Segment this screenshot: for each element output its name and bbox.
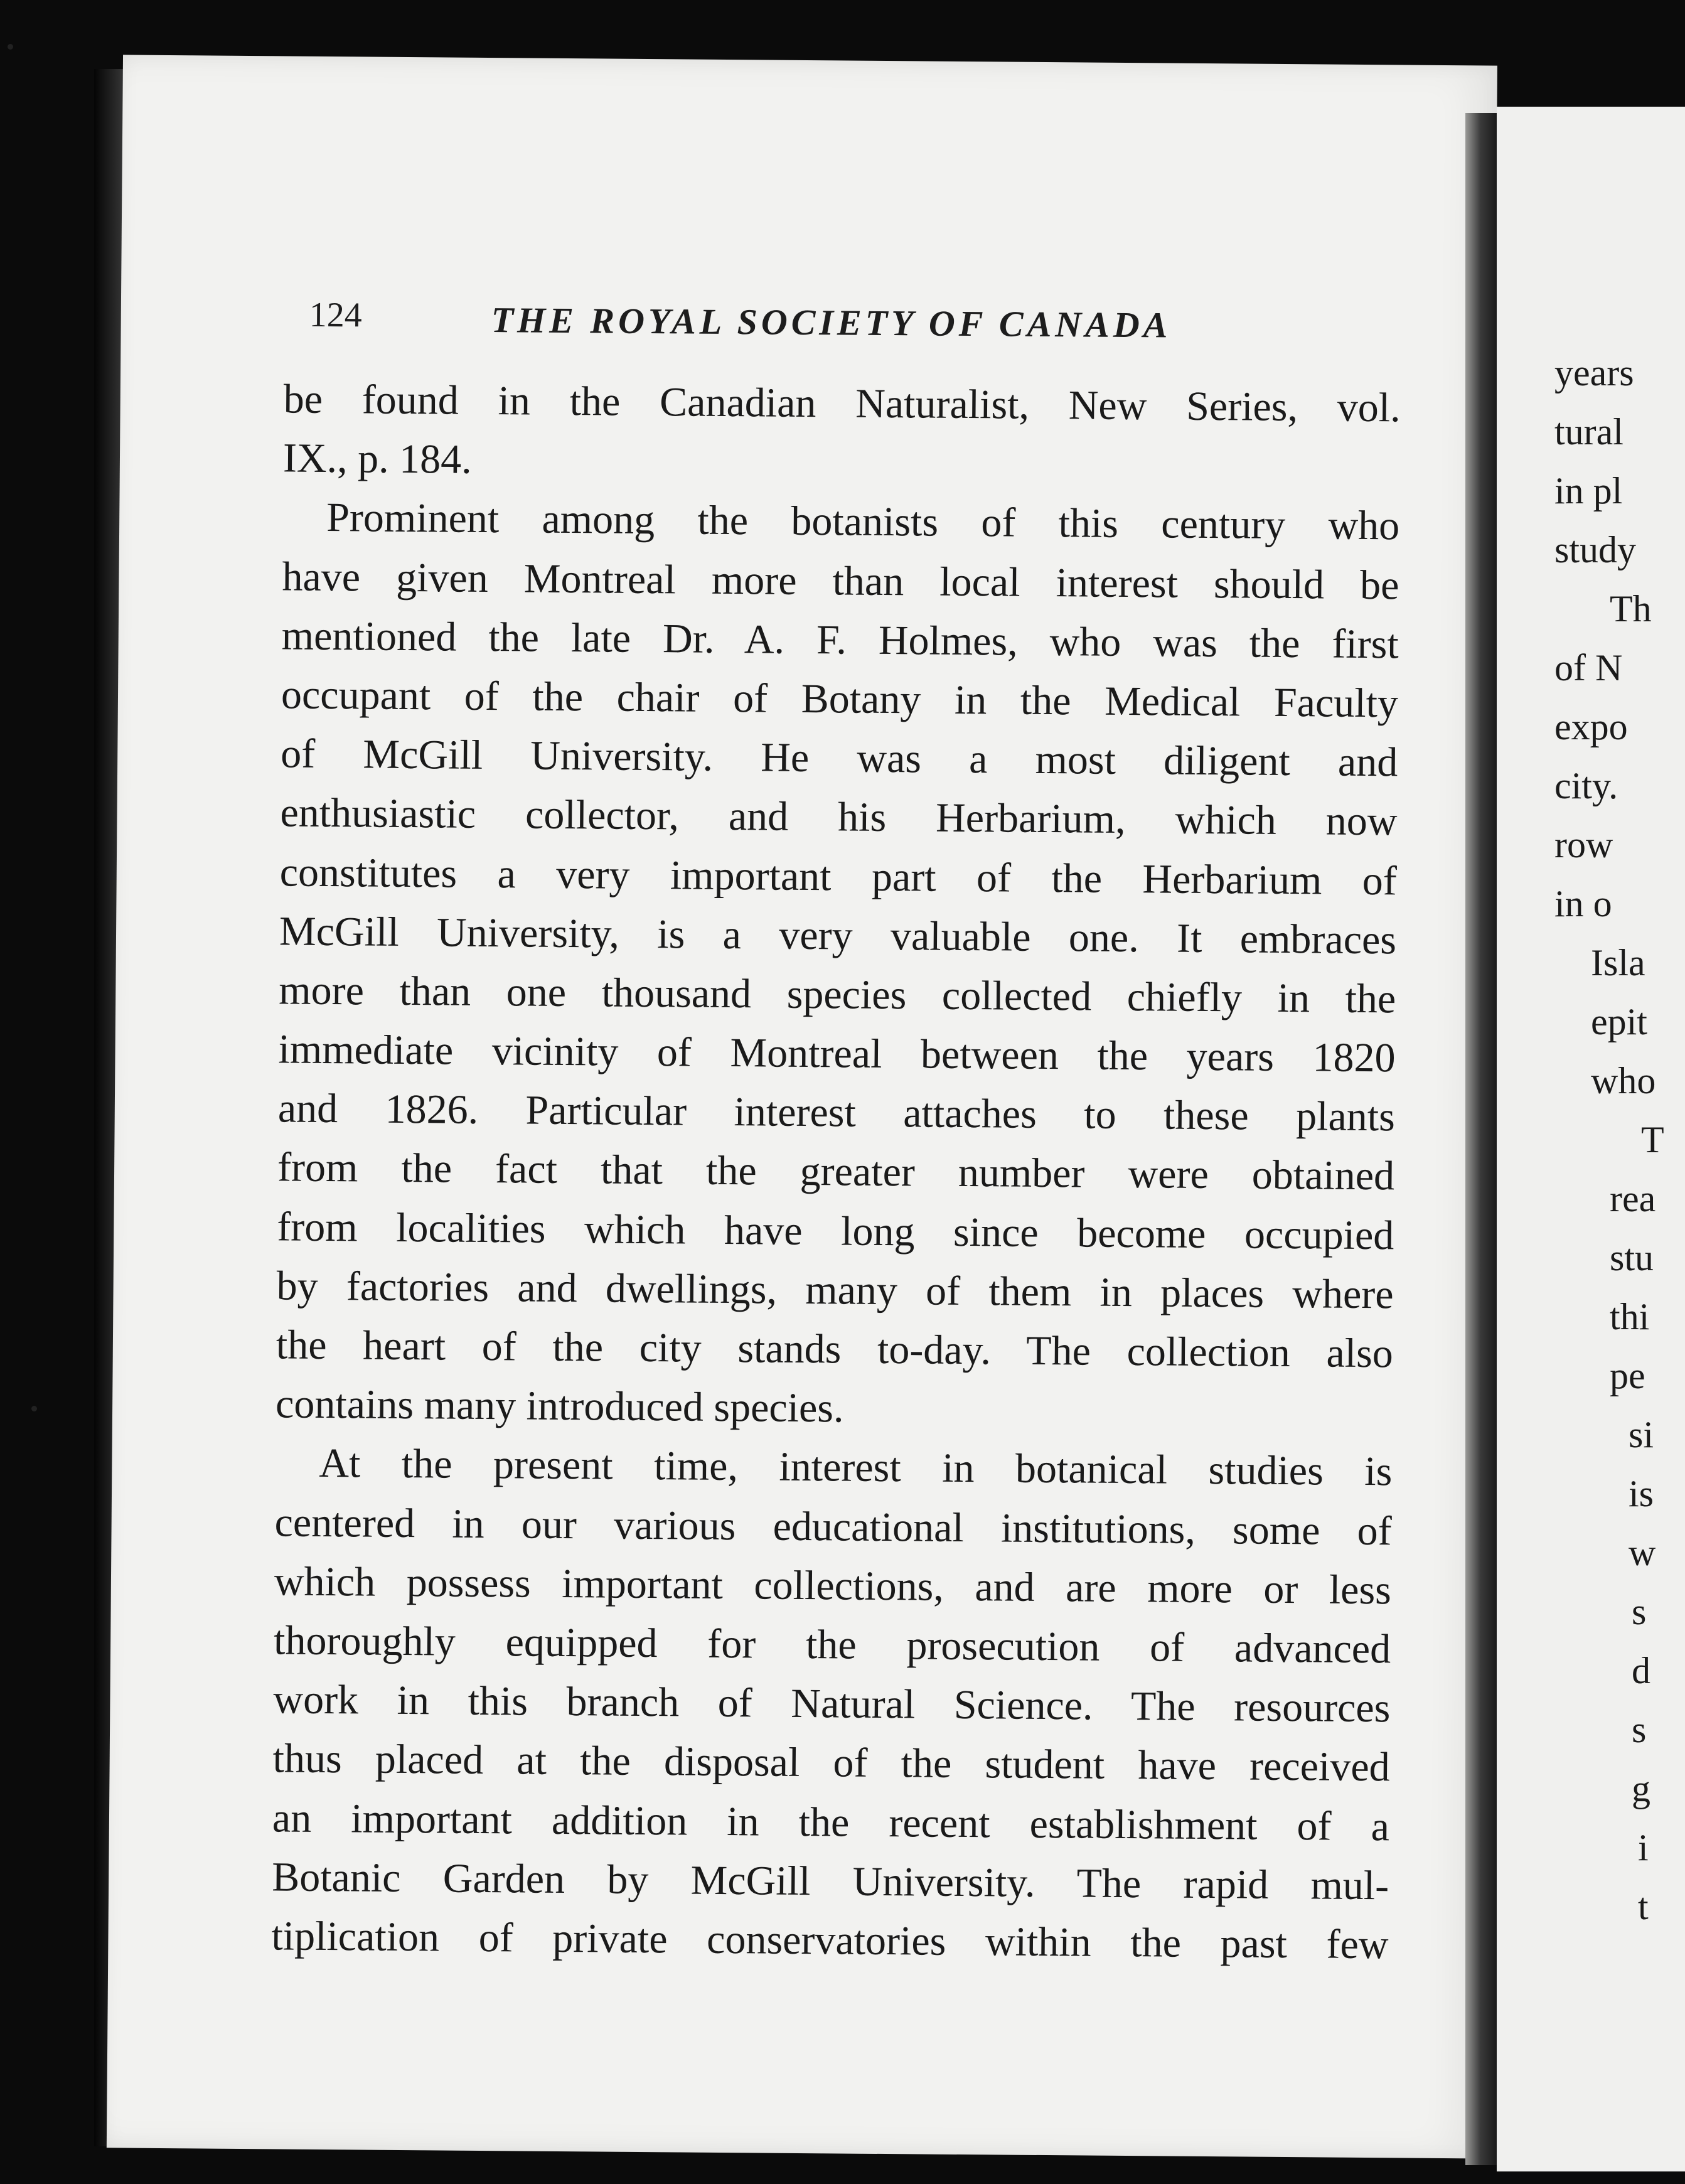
text-line: be found in the Canadian Naturalist, New Series, vol.	[283, 376, 1401, 431]
facing-page-fragment: t	[1638, 1886, 1649, 1927]
text-line: At the present time, interest in botanical studies is	[319, 1440, 1393, 1495]
text-line: IX., p. 184.	[282, 435, 472, 483]
facing-page-fragment: epit	[1591, 1001, 1647, 1042]
facing-page-fragment: d	[1632, 1650, 1650, 1691]
facing-page-fragment: i	[1638, 1827, 1649, 1868]
facing-page-fragment: is	[1629, 1473, 1654, 1514]
facing-page-fragment: Isla	[1591, 942, 1645, 983]
text-line: which possess important collections, and are more or less	[274, 1558, 1392, 1614]
text-line: by factories and dwellings, many of them in places where	[276, 1263, 1394, 1318]
facing-page-fragment: tural	[1554, 411, 1623, 452]
facing-page-fragment: g	[1632, 1768, 1650, 1809]
text-line: enthusiastic collector, and his Herbarium, which now	[280, 790, 1398, 845]
facing-page-fragment: si	[1629, 1414, 1654, 1455]
facing-page-fragment: Th	[1610, 588, 1652, 629]
book-page	[107, 55, 1497, 2158]
text-line: Botanic Garden by McGill University. The rapid mul-	[271, 1854, 1389, 1909]
facing-page-fragment: study	[1554, 529, 1637, 570]
text-line: thoroughly equipped for the prosecution of advanced	[273, 1617, 1391, 1673]
text-line: more than one thousand species collected chiefly in the	[279, 967, 1396, 1022]
text-line: an important addition in the recent establishment of a	[272, 1794, 1390, 1849]
facing-page-fragment: city.	[1554, 765, 1618, 806]
running-head: THE ROYAL SOCIETY OF CANADA	[491, 299, 1172, 346]
facing-page-fragment: rea	[1610, 1178, 1656, 1219]
facing-page-fragment: in o	[1554, 883, 1612, 924]
page-header	[120, 293, 1495, 354]
text-line: work in this branch of Natural Science. The resources	[273, 1676, 1391, 1732]
text-line: have given Montreal more than local interest should be	[282, 553, 1399, 608]
body-text	[271, 370, 1401, 1974]
text-line: thus placed at the disposal of the student have received	[272, 1735, 1390, 1791]
text-line: from the fact that the greater number were obtained	[277, 1144, 1395, 1199]
text-line: and 1826. Particular interest attaches to these plants	[277, 1085, 1396, 1140]
facing-page-fragment: of N	[1554, 647, 1623, 688]
facing-page-fragment: s	[1632, 1709, 1647, 1750]
text-line: mentioned the late Dr. A. F. Holmes, who was the first	[281, 613, 1399, 668]
text-line: from localities which have long since become occupied	[277, 1204, 1394, 1258]
facing-page-fragment: thi	[1610, 1296, 1650, 1337]
facing-page-fragment: pe	[1610, 1355, 1645, 1396]
text-line: the heart of the city stands to-day. The collection also	[275, 1322, 1394, 1377]
text-line: contains many introduced species.	[275, 1381, 844, 1432]
facing-page-fragment: in pl	[1554, 470, 1623, 511]
facing-page-fragment: s	[1632, 1591, 1647, 1632]
facing-page-fragment: stu	[1610, 1237, 1654, 1278]
facing-page-fragment: who	[1591, 1060, 1656, 1101]
text-line: centered in our various educational institutions, some of	[274, 1499, 1392, 1554]
facing-page-fragment: expo	[1554, 706, 1628, 747]
facing-page	[1497, 107, 1685, 2171]
page-number: 124	[309, 295, 363, 335]
scan-speck	[31, 1406, 37, 1411]
facing-page-fragment: row	[1554, 824, 1613, 865]
text-line: McGill University, is a very valuable one. It embraces	[279, 908, 1397, 963]
facing-page-fragment: years	[1554, 352, 1634, 393]
text-line: Prominent among the botanists of this century who	[326, 495, 1400, 549]
text-line: occupant of the chair of Botany in the Medical Faculty	[281, 672, 1399, 727]
facing-page-fragment: T	[1641, 1119, 1664, 1160]
text-line: tiplication of private conservatories within the past few	[271, 1913, 1389, 1968]
scan-speck	[8, 44, 13, 50]
text-line: of McGill University. He was a most diligent and	[281, 731, 1398, 786]
text-line: immediate vicinity of Montreal between the years 1820	[278, 1026, 1396, 1081]
text-line: constitutes a very important part of the Herbarium of	[279, 848, 1398, 904]
facing-page-fragment: w	[1629, 1532, 1656, 1573]
